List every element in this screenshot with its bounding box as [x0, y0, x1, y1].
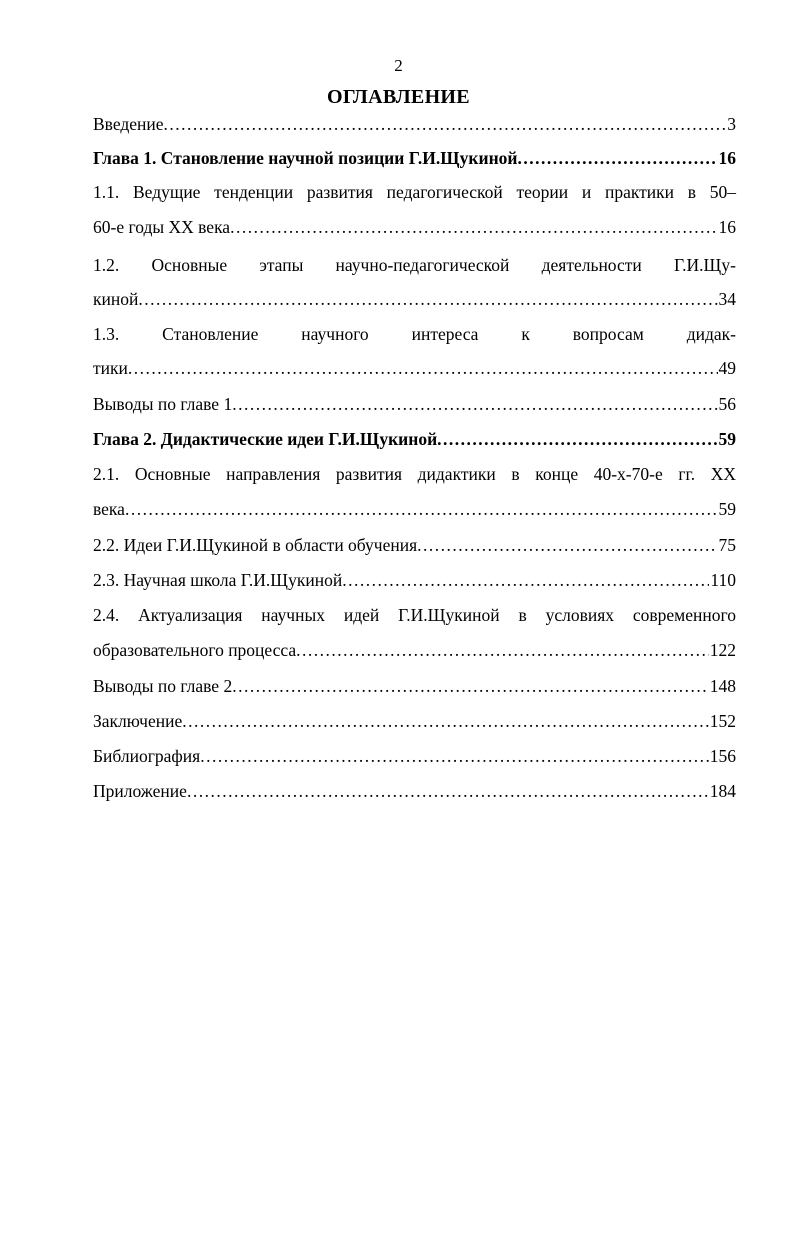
- word: к: [521, 324, 530, 344]
- toc-entry-page: 75: [718, 535, 736, 555]
- leader-dots: [182, 709, 709, 733]
- toc-entry-2-2: [93, 533, 736, 557]
- leader-dots: [232, 674, 709, 698]
- word: научно-педагогической: [335, 255, 510, 275]
- leader-dots: [125, 497, 718, 521]
- toc-entry-text: 2.2. Идеи Г.И.Щукиной в области обучения: [93, 535, 418, 555]
- word: этапы: [259, 255, 304, 275]
- leader-dots: [296, 638, 709, 662]
- toc-entry-page: 59: [718, 499, 736, 519]
- toc-entry-page: 3: [727, 114, 736, 134]
- toc-entry-page: 16: [718, 217, 736, 237]
- toc-entry-text: Выводы по главе 2: [93, 676, 233, 696]
- toc-entry-text: тики: [93, 358, 128, 378]
- toc-entry-1-2-line1: [93, 253, 736, 277]
- toc-entry-page: 152: [709, 711, 736, 731]
- word: деятельности: [541, 255, 642, 275]
- word: вопросам: [572, 324, 644, 344]
- toc-entry-2-4-line1: 2.4. Актуализация научных идей Г.И.Щукиной в условиях современного: [93, 605, 736, 625]
- toc-entry-intro: [93, 112, 736, 136]
- toc-entry-1-2-line2: [93, 287, 736, 311]
- toc-entry-page: 122: [709, 640, 736, 660]
- toc-entry-text: Глава 1. Становление научной позиции Г.И.Щукиной: [93, 148, 518, 168]
- leader-dots: [230, 215, 717, 239]
- word: дидак-: [686, 324, 736, 344]
- word: научного: [301, 324, 369, 344]
- toc-entry-chapter-2: [93, 427, 736, 451]
- toc-entry-appendix: [93, 779, 736, 803]
- toc-entry-page: 156: [709, 746, 736, 766]
- word: Г.И.Щу-: [673, 255, 736, 275]
- toc-entry-1-3-line2: [93, 356, 736, 380]
- toc-entry-text: Приложение: [93, 781, 187, 801]
- toc-entry-chapter-1: [93, 146, 736, 170]
- page-number: 2: [394, 56, 403, 75]
- toc-entry-text: Выводы по главе 1: [93, 394, 233, 414]
- toc-entry-text: 2.3. Научная школа Г.И.Щукиной: [93, 570, 343, 590]
- toc-entry-2-3: [93, 568, 736, 592]
- leader-dots: [187, 779, 709, 803]
- toc-entry-1-3-line1: [93, 322, 736, 346]
- leader-dots: [417, 533, 717, 557]
- toc-entry-1-1-line2: [93, 215, 736, 239]
- toc-entry-2-1-line2: [93, 497, 736, 521]
- toc-title: ОГЛАВЛЕНИЕ: [327, 86, 470, 108]
- leader-dots: [200, 744, 709, 768]
- word: Основные: [151, 255, 228, 275]
- word: 1.2.: [93, 255, 120, 275]
- word: 1.3.: [93, 324, 120, 344]
- toc-entry-page: 110: [710, 570, 736, 590]
- toc-entry-text: образовательного процесса: [93, 640, 297, 660]
- toc-entry-conclusions-1: [93, 392, 736, 416]
- toc-entry-page: 16: [718, 148, 736, 168]
- toc-entry-bibliography: [93, 744, 736, 768]
- toc-entry-text: киной: [93, 289, 139, 309]
- toc-entry-text: 60-е годы XX века: [93, 217, 231, 237]
- word: интереса: [411, 324, 479, 344]
- toc-entry-page: 184: [709, 781, 736, 801]
- word: Становление: [162, 324, 259, 344]
- toc-entry-2-4-line2: [93, 638, 736, 662]
- toc-entry-text: Введение: [93, 114, 164, 134]
- leader-dots: [138, 287, 717, 311]
- toc-entry-conclusion: [93, 709, 736, 733]
- toc-entry-page: 59: [718, 429, 736, 449]
- toc-entry-text: Заключение: [93, 711, 183, 731]
- toc-entry-text: Библиография: [93, 746, 201, 766]
- leader-dots: [164, 112, 727, 136]
- toc-entry-text: Глава 2. Дидактические идеи Г.И.Щукиной: [93, 429, 438, 449]
- toc-entry-1-1-line1: 1.1. Ведущие тенденции развития педагогической теории и практики в 50–: [93, 182, 736, 202]
- toc-entry-conclusions-2: [93, 674, 736, 698]
- leader-dots: [342, 568, 709, 592]
- leader-dots: [232, 392, 717, 416]
- toc-entry-page: 56: [718, 394, 736, 414]
- leader-dots: [437, 427, 717, 451]
- leader-dots: [518, 146, 718, 170]
- toc-entry-text: века: [93, 499, 125, 519]
- toc-entry-page: 34: [718, 289, 736, 309]
- leader-dots: [128, 356, 718, 380]
- toc-entry-2-1-line1: 2.1. Основные направления развития дидактики в конце 40-х-70-е гг. XX: [93, 464, 736, 484]
- toc-entry-page: 49: [718, 358, 736, 378]
- toc-entry-page: 148: [709, 676, 736, 696]
